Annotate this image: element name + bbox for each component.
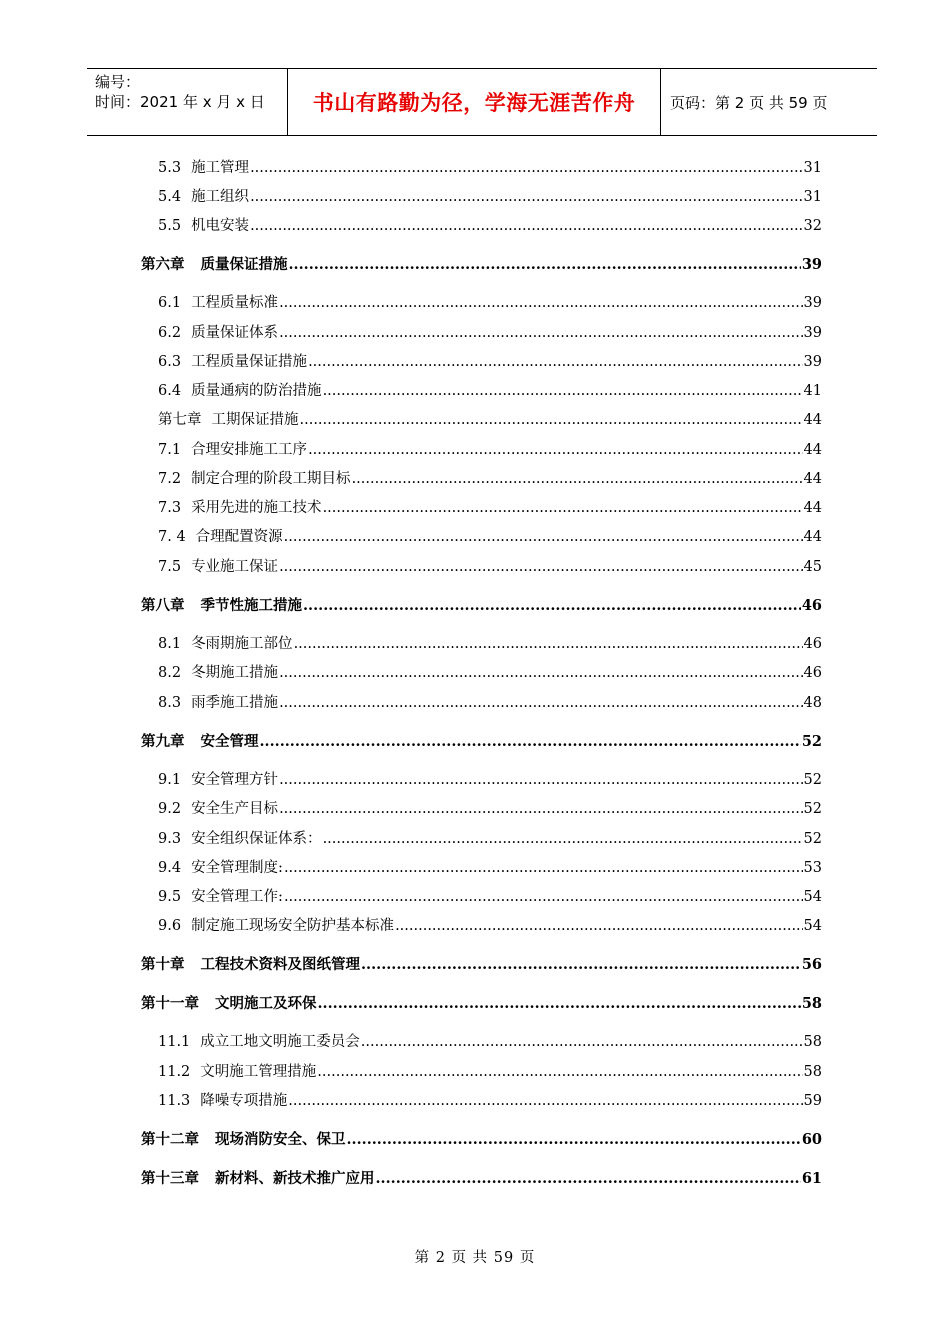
- toc-entry-title: 安全组织保证体系：: [191, 831, 322, 847]
- toc-entry-number: 8.1: [158, 636, 182, 652]
- toc-entry-number: 7.5: [158, 559, 182, 575]
- toc-section-entry[interactable]: [158, 1031, 822, 1053]
- toc-entry-title: 采用先进的施工技术: [191, 500, 322, 516]
- toc-entry-number: 6.1: [158, 295, 182, 311]
- toc-entry-number: 第八章: [141, 597, 185, 614]
- toc-dot-leader: [279, 322, 802, 344]
- toc-entry-page-number: 46: [801, 597, 822, 614]
- toc-section-entry[interactable]: [158, 857, 822, 879]
- toc-section-entry[interactable]: [158, 769, 822, 791]
- toc-entry-title: 冬期施工措施: [191, 665, 279, 681]
- toc-entry-title: 工程质量保证措施: [191, 354, 308, 370]
- toc-dot-leader: [250, 215, 802, 237]
- toc-entry-title: 现场消防安全、保卫: [215, 1131, 346, 1148]
- toc-entry-number: 7.1: [158, 442, 182, 458]
- toc-entry-page-number: 52: [803, 772, 822, 788]
- toc-entry-title: 安全管理工作:: [191, 889, 283, 905]
- toc-section-entry[interactable]: [158, 157, 822, 179]
- toc-entry-number: 第九章: [141, 733, 185, 750]
- toc-entry-title: 专业施工保证: [191, 559, 279, 575]
- toc-entry-title: 工期保证措施: [211, 412, 299, 428]
- toc-section-entry[interactable]: [158, 497, 822, 519]
- toc-entry-number: 第十二章: [141, 1131, 199, 1148]
- toc-entry-page-number: 48: [803, 695, 822, 711]
- toc-entry-page-number: 39: [801, 256, 822, 273]
- toc-entry-page-number: 32: [803, 218, 822, 234]
- toc-entry-page-number: 54: [803, 918, 822, 934]
- toc-entry-page-number: 58: [803, 1034, 822, 1050]
- toc-entry-page-number: 44: [803, 471, 822, 487]
- toc-dot-leader: [317, 1061, 802, 1083]
- toc-entry-page-number: 39: [803, 325, 822, 341]
- toc-entry-number: 9.4: [158, 860, 182, 876]
- time-label: 时间：2021 年 x 月 x 日: [95, 93, 265, 111]
- toc-section-entry[interactable]: [158, 662, 822, 684]
- toc-section-entry[interactable]: [158, 828, 822, 850]
- toc-entry-number: 9.5: [158, 889, 182, 905]
- toc-dot-leader: [323, 497, 803, 519]
- toc-entry-number: 6.4: [158, 383, 182, 399]
- toc-entry-page-number: 61: [801, 1170, 822, 1187]
- toc-entry-number: 第七章: [158, 412, 202, 428]
- toc-entry-title: 安全管理方针: [191, 772, 279, 788]
- toc-dot-leader: [318, 993, 801, 1015]
- toc-entry-page-number: 39: [803, 354, 822, 370]
- toc-section-entry[interactable]: [158, 439, 822, 461]
- toc-entry-number: 8.2: [158, 665, 182, 681]
- toc-dot-leader: [284, 857, 803, 879]
- toc-section-entry[interactable]: [158, 351, 822, 373]
- toc-entry-title: 合理配置资源: [195, 529, 283, 545]
- toc-dot-leader: [294, 633, 803, 655]
- toc-entry-title: 工程质量标准: [191, 295, 279, 311]
- toc-dot-leader: [361, 1031, 803, 1053]
- toc-entry-page-number: 39: [803, 295, 822, 311]
- toc-entry-title: 质量保证措施: [200, 256, 288, 273]
- toc-entry-number: 第十章: [141, 956, 185, 973]
- toc-dot-leader: [323, 380, 803, 402]
- toc-section-entry[interactable]: [158, 798, 822, 820]
- toc-entry-page-number: 52: [803, 801, 822, 817]
- toc-entry-number: 5.3: [158, 160, 182, 176]
- toc-entry-title: 制定合理的阶段工期目标: [191, 471, 351, 487]
- toc-section-entry[interactable]: [158, 409, 822, 431]
- toc-dot-leader: [279, 556, 802, 578]
- doc-number-label: 编号：: [95, 73, 141, 91]
- toc-dot-leader: [284, 886, 803, 908]
- toc-entry-title: 质量保证体系: [191, 325, 279, 341]
- header-page-info: 页码：第 2 页 共 59 页: [670, 93, 828, 112]
- toc-section-entry[interactable]: [158, 292, 822, 314]
- toc-dot-leader: [308, 351, 802, 373]
- toc-entry-title: 文明施工管理措施: [200, 1064, 317, 1080]
- toc-entry-page-number: 44: [803, 529, 822, 545]
- toc-entry-title: 新材料、新技术推广应用: [215, 1170, 375, 1187]
- toc-entry-number: 9.1: [158, 772, 182, 788]
- toc-section-entry[interactable]: [158, 1061, 822, 1083]
- toc-entry-number: 9.6: [158, 918, 182, 934]
- toc-section-entry[interactable]: [158, 915, 822, 937]
- toc-chapter-entry[interactable]: [141, 595, 822, 617]
- toc-entry-title: 合理安排施工工序: [191, 442, 308, 458]
- header-motto: 书山有路勤为径，学海无涯苦作舟: [288, 69, 661, 135]
- toc-chapter-entry[interactable]: [141, 954, 822, 976]
- toc-section-entry[interactable]: [158, 1090, 822, 1112]
- toc-entry-number: 11.1: [158, 1034, 191, 1050]
- toc-entry-number: 第十三章: [141, 1170, 199, 1187]
- toc-entry-page-number: 44: [803, 442, 822, 458]
- toc-entry-title: 工程技术资料及图纸管理: [200, 956, 360, 973]
- toc-section-entry[interactable]: [158, 886, 822, 908]
- toc-entry-page-number: 44: [803, 500, 822, 516]
- toc-entry-title: 制定施工现场安全防护基本标准: [191, 918, 395, 934]
- toc-entry-number: 9.3: [158, 831, 182, 847]
- toc-entry-title: 质量通病的防治措施: [191, 383, 322, 399]
- toc-entry-page-number: 44: [803, 412, 822, 428]
- page-footer: 第 2 页 共 59 页: [414, 1250, 536, 1266]
- toc-entry-number: 11.3: [158, 1093, 191, 1109]
- toc-entry-title: 成立工地文明施工委员会: [200, 1034, 360, 1050]
- toc-dot-leader: [250, 157, 802, 179]
- toc-section-entry[interactable]: [158, 322, 822, 344]
- toc-section-entry[interactable]: [158, 633, 822, 655]
- toc-entry-title: 文明施工及环保: [215, 995, 317, 1012]
- toc-entry-page-number: 58: [801, 995, 822, 1012]
- toc-entry-page-number: 41: [803, 383, 822, 399]
- toc-dot-leader: [289, 254, 801, 276]
- toc-section-entry[interactable]: [158, 468, 822, 490]
- toc-entry-page-number: 59: [803, 1093, 822, 1109]
- toc-dot-leader: [352, 468, 803, 490]
- toc-dot-leader: [300, 409, 803, 431]
- toc-entry-title: 施工管理: [191, 160, 250, 176]
- toc-entry-title: 安全管理: [200, 733, 259, 750]
- toc-entry-title: 季节性施工措施: [200, 597, 302, 614]
- toc-entry-title: 安全生产目标: [191, 801, 279, 817]
- toc-section-entry[interactable]: [158, 526, 822, 548]
- toc-entry-page-number: 54: [803, 889, 822, 905]
- toc-dot-leader: [323, 828, 803, 850]
- toc-section-entry[interactable]: [158, 556, 822, 578]
- toc-dot-leader: [308, 439, 802, 461]
- toc-entry-number: 5.5: [158, 218, 182, 234]
- toc-entry-page-number: 46: [803, 636, 822, 652]
- toc-dot-leader: [260, 731, 801, 753]
- toc-section-entry[interactable]: [158, 215, 822, 237]
- toc-entry-number: 7.3: [158, 500, 182, 516]
- toc-entry-page-number: 45: [803, 559, 822, 575]
- toc-dot-leader: [250, 186, 802, 208]
- toc-entry-page-number: 52: [801, 733, 822, 750]
- toc-entry-page-number: 31: [803, 160, 822, 176]
- toc-entry-title: 施工组织: [191, 189, 250, 205]
- toc-dot-leader: [279, 662, 802, 684]
- toc-entry-number: 9.2: [158, 801, 182, 817]
- toc-entry-number: 7.2: [158, 471, 182, 487]
- toc-section-entry[interactable]: [158, 692, 822, 714]
- toc-entry-title: 降噪专项措施: [200, 1093, 288, 1109]
- toc-dot-leader: [288, 1090, 802, 1112]
- toc-entry-page-number: 60: [801, 1131, 822, 1148]
- toc-entry-number: 7. 4: [158, 529, 186, 545]
- toc-entry-page-number: 53: [803, 860, 822, 876]
- toc-entry-number: 6.2: [158, 325, 182, 341]
- toc-chapter-entry[interactable]: [141, 254, 822, 276]
- toc-entry-page-number: 46: [803, 665, 822, 681]
- toc-entry-title: 机电安装: [191, 218, 250, 234]
- toc-dot-leader: [279, 798, 802, 820]
- toc-entry-title: 冬雨期施工部位: [191, 636, 293, 652]
- toc-chapter-entry[interactable]: [141, 731, 822, 753]
- toc-entry-number: 5.4: [158, 189, 182, 205]
- toc-entry-number: 第十一章: [141, 995, 199, 1012]
- toc-section-entry[interactable]: [158, 380, 822, 402]
- toc-entry-number: 6.3: [158, 354, 182, 370]
- toc-dot-leader: [376, 1168, 801, 1190]
- toc-entry-title: 雨季施工措施: [191, 695, 279, 711]
- toc-dot-leader: [347, 1129, 801, 1151]
- toc-dot-leader: [284, 526, 803, 548]
- toc-dot-leader: [395, 915, 802, 937]
- toc-entry-number: 11.2: [158, 1064, 191, 1080]
- toc-dot-leader: [279, 292, 802, 314]
- toc-section-entry[interactable]: [158, 186, 822, 208]
- toc-entry-page-number: 52: [803, 831, 822, 847]
- toc-dot-leader: [303, 595, 801, 617]
- toc-entry-number: 第六章: [141, 256, 185, 273]
- toc-entry-page-number: 31: [803, 189, 822, 205]
- toc-dot-leader: [361, 954, 801, 976]
- toc-chapter-entry[interactable]: [141, 1168, 822, 1190]
- toc-chapter-entry[interactable]: [141, 1129, 822, 1151]
- toc-entry-page-number: 58: [803, 1064, 822, 1080]
- toc-entry-title: 安全管理制度:: [191, 860, 283, 876]
- toc-chapter-entry[interactable]: [141, 993, 822, 1015]
- toc-entry-page-number: 56: [801, 956, 822, 973]
- toc-entry-number: 8.3: [158, 695, 182, 711]
- toc-dot-leader: [279, 692, 802, 714]
- toc-dot-leader: [279, 769, 802, 791]
